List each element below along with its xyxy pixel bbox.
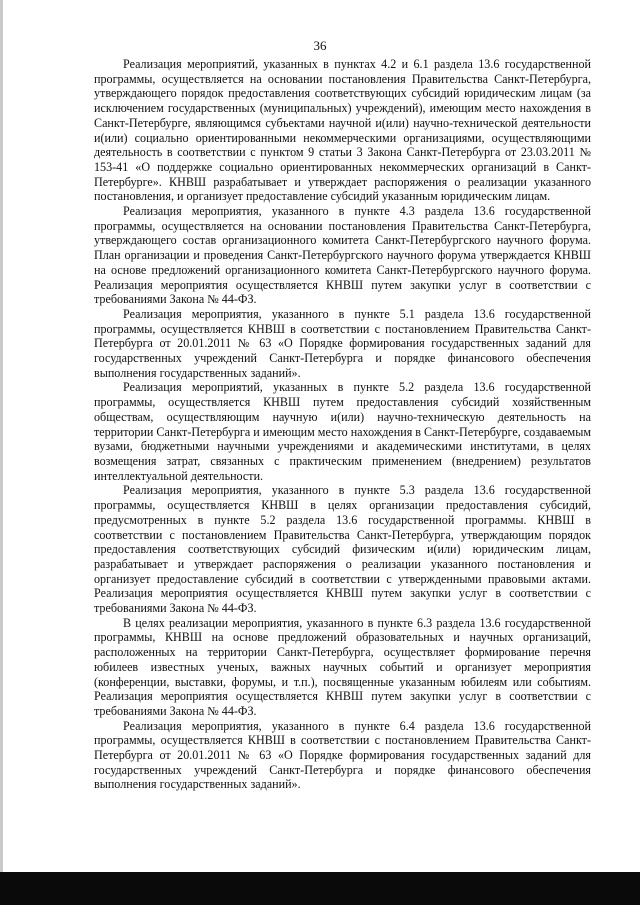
paragraph: Реализация мероприятий, указанных в пункте 5.2 раздела 13.6 государственной программы, осуществляется КНВШ путем предоставления субсидий хозяйственным обществам, осуществляющим научную и(или) научно-техническую деятельность на территории Санкт-Петербурга и имеющим место нахождения в Санкт-Петербурге, создаваемым вузами, бюджетными научными учреждениями и академическими институтами, в целях возмещения затрат, связанных с практическим применением (внедрением) результатов интеллектуальной деятельности.	[94, 380, 591, 483]
scan-left-edge	[0, 0, 3, 872]
paragraph: В целях реализации мероприятия, указанного в пункте 6.3 раздела 13.6 государственной программы, КНВШ на основе предложений образовательных и научных организаций, расположенных на территории Санкт-Петербурга, осуществляет формирование перечня юбилеев известных ученых, важных научных событий и организует мероприятия (конференции, выставки, форумы, и т.п.), посвященные указанным юбилеям или событиям. Реализация мероприятия осуществляется КНВШ путем закупки услуг в соответствии с требованиями Закона № 44-ФЗ.	[94, 615, 591, 718]
document-body	[94, 57, 591, 792]
paragraph: Реализация мероприятия, указанного в пункте 6.4 раздела 13.6 государственной программы, осуществляется КНВШ в соответствии с постановлением Правительства Санкт-Петербурга от 20.01.2011 № 63 «О Порядке формирования государственных заданий для государственных учреждений Санкт-Петербурга и порядке финансового обеспечения выполнения государственных заданий».	[94, 718, 591, 792]
paragraph: Реализация мероприятия, указанного в пункте 5.1 раздела 13.6 государственной программы, осуществляется КНВШ в соответствии с постановлением Правительства Санкт-Петербурга от 20.01.2011 № 63 «О Порядке формирования государственных заданий для государственных учреждений Санкт-Петербурга и порядке финансового обеспечения выполнения государственных заданий».	[94, 306, 591, 380]
scan-bottom-border	[0, 872, 640, 905]
page-number: 36	[313, 38, 327, 53]
paragraph: Реализация мероприятий, указанных в пунктах 4.2 и 6.1 раздела 13.6 государственной программы, осуществляется на основании постановления Правительства Санкт-Петербурга, утверждающего порядок предоставления соответствующих субсидий юридическим лицам (за исключением государственных (муниципальных) учреждений), имеющим место нахождения в Санкт-Петербурге, являющимся субъектами научной и(или) научно-технической деятельности и(или) социально ориентированными некоммерческими организациями, осуществляющими деятельность в соответствии с пунктом 9 статьи 3 Закона Санкт-Петербурга от 23.03.2011 № 153-41 «О поддержке социально ориентированных некоммерческих организаций в Санкт-Петербурге». КНВШ разрабатывает и утверждает распоряжения о реализации указанного постановления, и организует предоставление субсидий указанным юридическим лицам.	[94, 57, 591, 204]
paragraph: Реализация мероприятия, указанного в пункте 5.3 раздела 13.6 государственной программы, осуществляется КНВШ в целях организации предоставления субсидий, предусмотренных в пункте 5.2 раздела 13.6 государственной программы. КНВШ в соответствии с постановлением Правительства Санкт-Петербурга, утверждающим порядок предоставления соответствующих субсидий физическим и(или) юридическим лицам, разрабатывает и утверждает распоряжения о реализации указанного постановления и организует предоставление субсидий в соответствии с утвержденными правовыми актами. Реализация мероприятия осуществляется КНВШ путем закупки услуг в соответствии с требованиями Закона № 44-ФЗ.	[94, 483, 591, 616]
paragraph: Реализация мероприятия, указанного в пункте 4.3 раздела 13.6 государственной программы, осуществляется на основании постановления Правительства Санкт-Петербурга, утверждающего состав организационного комитета Санкт-Петербургского научного форума. План организации и проведения Санкт-Петербургского научного форума утверждается КНВШ на основе предложений организационного комитета Санкт-Петербургского научного форума. Реализация мероприятия осуществляется КНВШ путем закупки услуг в соответствии с требованиями Закона № 44-ФЗ.	[94, 204, 591, 307]
